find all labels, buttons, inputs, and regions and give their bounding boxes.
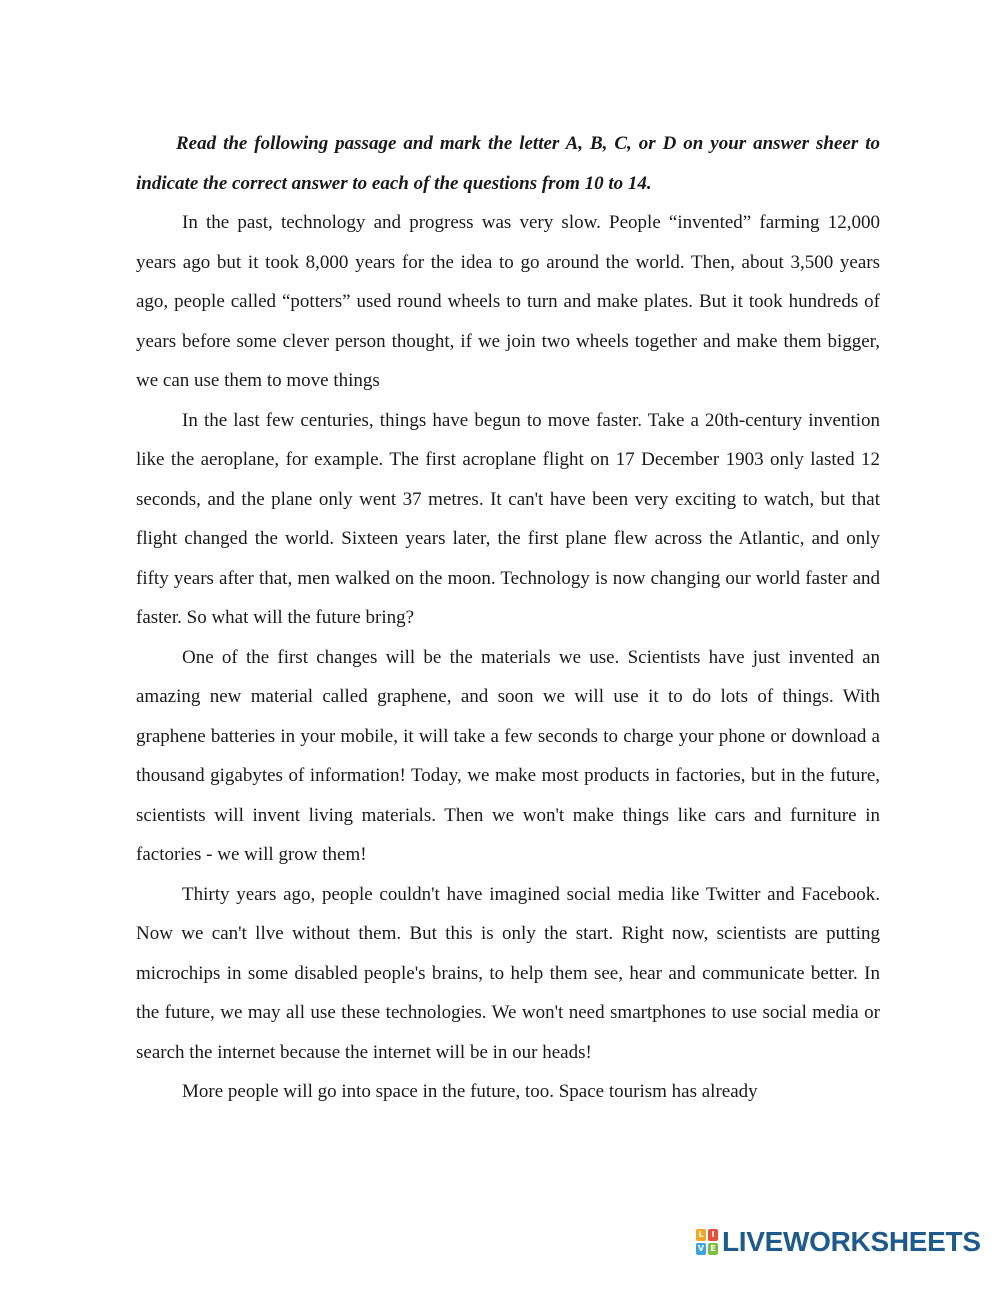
brand-name: LIVEWORKSHEETS <box>722 1226 981 1257</box>
instruction-text: Read the following passage and mark the letter A, B, C, or D on your answer sheer to indicate the correct answer to each of the questions from 10 to 14. <box>136 133 880 194</box>
paragraph-2: In the last few centuries, things have begun to move faster. Take a 20th-century invention like the aeroplane, for example. The first acroplane flight on 17 December 1903 only lasted 12 seconds, and the plane only went 37 metres. It can't have been very exciting to watch, but that flight changed the world. Sixteen years later, the first plane flew across the Atlantic, and only fifty years after that, men walked on the moon. Technology is now changing our world faster and faster. So what will the future bring? <box>136 409 880 628</box>
paragraph-4: Thirty years ago, people couldn't have imagined social media like Twitter and Facebook. Now we can't llve without them. But this is only the start. Right now, scientists are putting microchips in some disabled people's brains, to help them see, hear and communicate better. In the future, we may all use these technologies. We won't need smartphones to use social media or search the internet because the internet will be in our heads! <box>136 883 880 1063</box>
paragraph-3: One of the first changes will be the materials we use. Scientists have just invented an amazing new material called graphene, and soon we will use it to do lots of things. With graphene batteries in your mobile, it will take a few seconds to charge your phone or download a thousand gigabytes of information! Today, we make most products in factories, but in the future, scientists will invent living materials. Then we won't make things like cars and furniture in factories - we will grow them! <box>136 646 880 865</box>
liveworksheets-logo[interactable] <box>696 1226 992 1258</box>
paragraph-1: In the past, technology and progress was very slow. People “invented” farming 12,000 years ago but it took 8,000 years for the idea to go around the world. Then, about 3,500 years ago, people called “potters” used round wheels to turn and make plates. But it took hundreds of years before some clever person thought, if we join two wheels together and make them bigger, we can use them to move things <box>136 212 880 391</box>
reading-passage <box>136 124 880 1112</box>
paragraph-5: More people will go into space in the future, too. Space tourism has already <box>182 1081 758 1102</box>
liveworksheets-logo-icon: L I V E <box>696 1229 718 1255</box>
